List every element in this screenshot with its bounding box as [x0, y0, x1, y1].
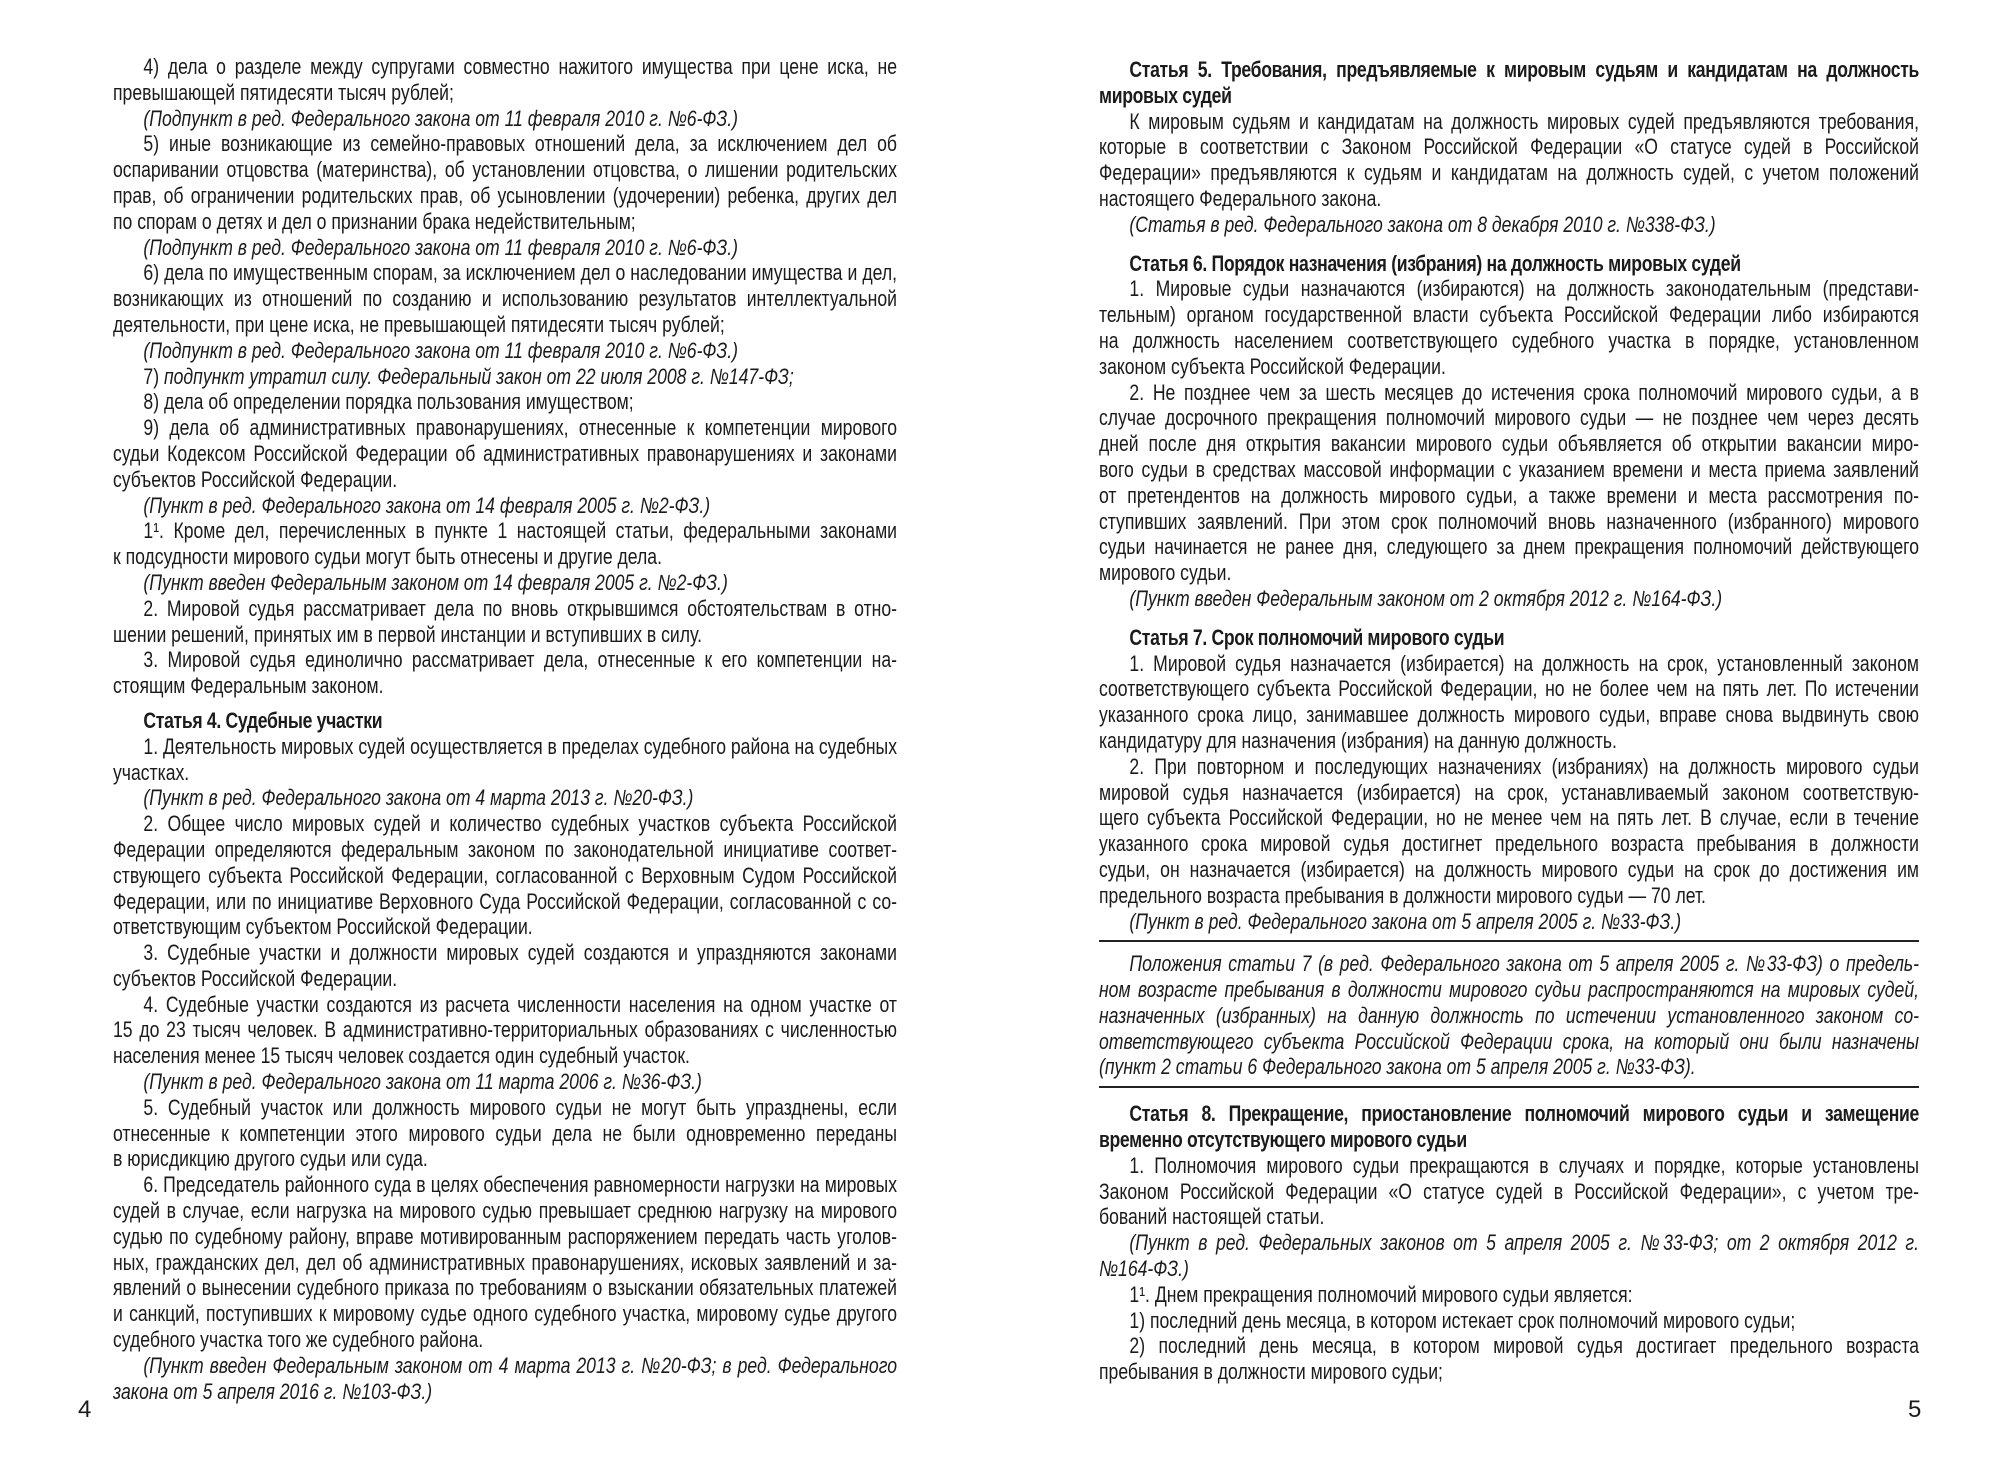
- paragraph: [1099, 109, 1919, 212]
- line-text: (Пункт в ред. Федеральных законов от 5 апреля 2005 г. №33-ФЗ; от 2 октября 2012 г.: [1129, 1230, 1919, 1256]
- line-text: 15 до 23 тысяч человек. В административно-территориальных образованиях с численностью: [113, 1017, 897, 1043]
- text-line: [113, 1172, 897, 1198]
- text-line: [113, 286, 897, 312]
- line-text: судебного участка того же судебного района.: [113, 1327, 484, 1353]
- text-line: [113, 760, 897, 786]
- text-line: [113, 415, 897, 441]
- line-text: 3. Судебные участки и должности мировых судей создаются и упраздняются законами: [143, 940, 897, 966]
- amendment-note: [1099, 586, 1919, 612]
- line-text: мировых судей: [1099, 82, 1232, 108]
- amendment-note: [113, 570, 897, 596]
- line-text: (Подпункт в ред. Федерального закона от 11 февраля 2010 г. №6-ФЗ.): [143, 234, 738, 260]
- line-text: 9) дела об административных правонарушениях, отнесенные к компетенции мирового: [143, 415, 897, 441]
- line-text: 2. При повторном и последующих назначениях (избраниях) на должность мирового судьи: [1129, 753, 1919, 779]
- text-line: [1099, 83, 1919, 109]
- line-text: Федерации» предъявляются к судьям и кандидатам на должность судей, с учетом положений: [1099, 160, 1919, 186]
- text-line: [1099, 431, 1919, 457]
- text-line: [1099, 1256, 1919, 1282]
- text-line: [113, 235, 897, 261]
- text-line: [113, 1069, 897, 1095]
- line-text: соответствующего субъекта Российской Федерации, но не более чем на пять лет. По истечении: [1099, 676, 1919, 702]
- line-text: судью по судебному району, вправе мотивированным распоряжением передать часть уголов-: [113, 1223, 897, 1249]
- text-line: [113, 1327, 897, 1353]
- text-line: [113, 1198, 897, 1224]
- text-line: [1099, 1359, 1919, 1385]
- paragraph: [113, 596, 897, 648]
- line-text: к подсудности мирового судьи могут быть отнесены и другие дела.: [113, 544, 662, 570]
- amendment-note: [113, 235, 897, 261]
- line-text: 4. Судебные участки создаются из расчета численности населения на одном участке от: [143, 991, 897, 1017]
- paragraph: [1099, 380, 1919, 586]
- line-text: тельным) органом государственной власти субъекта Российской Федерации либо избираются: [1099, 302, 1919, 328]
- line-text: ответствующего субъекта Российской Федерации срока, на который они были назначены: [1099, 1028, 1919, 1054]
- line-text: прав, об ограничении родительских прав, об усыновлении (удочерении) ребенка, других дел: [113, 182, 897, 208]
- line-text: Статья 8. Прекращение, приостановление полномочий мирового судьи и замещение: [1129, 1101, 1919, 1127]
- text-line: [1099, 109, 1919, 135]
- line-text: пребывания в должности мирового судьи;: [1099, 1359, 1443, 1385]
- line-text: отнесенные к компетенции этого мирового судьи дела не были одновременно переданы: [113, 1120, 897, 1146]
- text-line: [1099, 1179, 1919, 1205]
- text-line: [1099, 186, 1919, 212]
- line-text: ступивших заявлений. При этом срок полномочий вновь назначенного (избранного) мирового: [1099, 508, 1919, 534]
- paragraph: [113, 518, 897, 570]
- text-line: [1099, 134, 1919, 160]
- text-line: [1099, 676, 1919, 702]
- paragraph: [113, 1095, 897, 1172]
- line-text: 1) последний день месяца, в котором истекает срок полномочий мирового судьи;: [1129, 1307, 1796, 1333]
- text-line: [113, 708, 897, 734]
- line-text: 6. Председатель районного суда в целях обеспечения равномерности нагрузки на мировых: [143, 1172, 897, 1198]
- line-text: (Пункт введен Федеральным законом от 2 октября 2012 г. №164-ФЗ.): [1129, 585, 1723, 611]
- text-line: [1099, 857, 1919, 883]
- line-text: субъектов Российской Федерации.: [113, 466, 398, 492]
- text-line: [113, 914, 897, 940]
- text-line: [113, 1250, 897, 1276]
- paragraph: [1099, 1333, 1919, 1385]
- text-line: [113, 673, 897, 699]
- text-line: [113, 647, 897, 673]
- text-line: [113, 734, 897, 760]
- amendment-note: [1099, 212, 1919, 238]
- text-line: [113, 596, 897, 622]
- line-text: указанного срока лицо, занимавшее должность мирового судьи, вправе снова выдвинуть свою: [1099, 702, 1919, 728]
- line-text: законом субъекта Российской Федерации.: [1099, 353, 1446, 379]
- line-text: бований настоящей статьи.: [1099, 1204, 1325, 1230]
- paragraph: [113, 647, 897, 699]
- item-number: 7): [143, 363, 164, 389]
- line-text: возникающих из отношений по созданию и использованию результатов интеллектуальной: [113, 286, 897, 312]
- line-text: в юрисдикцию другого судьи или суда.: [113, 1146, 428, 1172]
- line-text: назначенных (избранных) на данную должность по истечении установленного законом со-: [1099, 1002, 1919, 1028]
- article-heading: [1099, 57, 1919, 109]
- line-text: ответствующим субъектом Российской Федерации.: [113, 914, 533, 940]
- text-line: [1099, 212, 1919, 238]
- text-line: [113, 570, 897, 596]
- text-line: [113, 260, 897, 286]
- line-text: судьи, он назначается (избирается) на должность мирового судьи на срок до достижения им: [1099, 856, 1919, 882]
- line-text: щего субъекта Российской Федерации, но не менее чем на пять лет. В случае, если в течение: [1099, 805, 1919, 831]
- line-text: дней после дня открытия вакансии мирового судьи объявляется об открытии вакансии миро-: [1099, 431, 1919, 457]
- paragraph: [113, 415, 897, 492]
- text-line: [1099, 1333, 1919, 1359]
- line-text: Статья 5. Требования, предъявляемые к мировым судьям и кандидатам на должность: [1129, 57, 1919, 82]
- text-line: [113, 544, 897, 570]
- line-text: Положения статьи 7 (в ред. Федерального закона от 5 апреля 2005 г. №33-ФЗ) о предель-: [1129, 951, 1919, 977]
- line-text: 1¹. Днем прекращения полномочий мирового судьи является:: [1129, 1281, 1633, 1307]
- line-text: настоящего Федерального закона.: [1099, 185, 1382, 211]
- paragraph: [1099, 1153, 1919, 1230]
- text-line: [113, 1301, 897, 1327]
- text-line: [1099, 57, 1919, 83]
- paragraph: [113, 1172, 897, 1353]
- text-line: [1099, 951, 1919, 977]
- line-text: шении решений, принятых им в первой инстанции и вступивших в силу.: [113, 621, 702, 647]
- text-line: [1099, 1308, 1919, 1334]
- line-text: и санкций, поступивших к мировому судье одного судебного участка, мировому судье другого: [113, 1301, 897, 1327]
- paragraph: [113, 811, 897, 940]
- text-line: [113, 1043, 897, 1069]
- paragraph: [113, 131, 897, 234]
- line-text: (пункт 2 статьи 6 Федерального закона от 5 апреля 2005 г. №33-ФЗ).: [1099, 1054, 1696, 1080]
- text-line: [1099, 328, 1919, 354]
- text-line: [1099, 354, 1919, 380]
- text-line: [113, 992, 897, 1018]
- right-page-text: [1099, 57, 1919, 1385]
- line-text: указанного срока мировой судья достигнет предельного возраста пребывания в должности: [1099, 831, 1919, 857]
- paragraph: [113, 260, 897, 337]
- text-line: [113, 811, 897, 837]
- page-number-left: 4: [78, 1396, 92, 1423]
- line-text: Федерации определяются федеральным законом по законодательной инициативе соответ-: [113, 836, 897, 862]
- line-text: деятельности, при цене иска, не превышающей пятидесяти тысяч рублей;: [113, 311, 725, 337]
- line-text: (Пункт в ред. Федерального закона от 11 марта 2006 г. №36-ФЗ.): [143, 1069, 702, 1095]
- line-text: 2. Мировой судья рассматривает дела по вновь открывшимся обстоятельствам в отно-: [143, 595, 897, 621]
- text-line: [1099, 1153, 1919, 1179]
- text-line: [113, 889, 897, 915]
- line-text: мирового судьи.: [1099, 560, 1232, 586]
- line-text: 1¹. Кроме дел, перечисленных в пункте 1 настоящей статьи, федеральными законами: [143, 518, 897, 544]
- text-line: [113, 209, 897, 235]
- line-text: Законом Российской Федерации «О статусе судей в Российской Федерации», с учетом тре-: [1099, 1178, 1919, 1204]
- line-text: населения менее 15 тысяч человек создается один судебный участок.: [113, 1043, 690, 1069]
- text-line: [1099, 160, 1919, 186]
- paragraph: [113, 54, 897, 106]
- text-line: [1099, 651, 1919, 677]
- text-line: [1099, 728, 1919, 754]
- text-line: [1099, 586, 1919, 612]
- text-line: [1099, 1127, 1919, 1153]
- paragraph: [1099, 1308, 1919, 1334]
- text-line: [113, 940, 897, 966]
- line-text: стоящим Федеральным законом.: [113, 673, 384, 699]
- line-text: которые в соответствии с Законом Российской Федерации «О статусе судей в Российской: [1099, 134, 1919, 160]
- text-line: [1099, 251, 1919, 277]
- text-line: [1099, 1054, 1919, 1080]
- paragraph: [113, 389, 897, 415]
- paragraph: [113, 992, 897, 1069]
- text-line: [1099, 805, 1919, 831]
- text-line: [1099, 909, 1919, 935]
- text-line: [113, 467, 897, 493]
- text-line: [113, 54, 897, 80]
- line-text: 1. Полномочия мирового судьи прекращаются в случаях и порядке, которые установлены: [1129, 1152, 1919, 1178]
- line-text: 1. Деятельность мировых судей осуществляется в пределах судебного района на судебных: [143, 733, 897, 759]
- line-text: (Подпункт в ред. Федерального закона от 11 февраля 2010 г. №6-ФЗ.): [143, 105, 738, 131]
- text-line: [113, 966, 897, 992]
- text-line: [113, 364, 897, 390]
- amendment-note: [113, 785, 897, 811]
- text-line: [1099, 831, 1919, 857]
- article-heading: [1099, 251, 1919, 277]
- text-line: [113, 837, 897, 863]
- text-line: [1099, 380, 1919, 406]
- text-line: [1099, 457, 1919, 483]
- line-text: субъектов Российской Федерации.: [113, 965, 398, 991]
- text-line: [113, 1379, 897, 1405]
- text-line: [1099, 1029, 1919, 1055]
- line-text: на должность населением соответствующего судебного участка в порядке, установленном: [1099, 327, 1919, 353]
- text-line: [1099, 1101, 1919, 1127]
- amendment-note: [113, 106, 897, 132]
- line-text: (Пункт введен Федеральным законом от 14 февраля 2005 г. №2-ФЗ.): [143, 569, 728, 595]
- text-line: [1099, 1204, 1919, 1230]
- line-text: 4) дела о разделе между супругами совместно нажитого имущества при цене иска, не: [143, 54, 897, 79]
- page-number-right: 5: [1908, 1396, 1922, 1423]
- line-text: Статья 4. Судебные участки: [143, 707, 383, 733]
- text-line: [1099, 405, 1919, 431]
- line-text: 2. Общее число мировых судей и количество судебных участков субъекта Российской: [143, 811, 897, 837]
- paragraph: [113, 364, 897, 390]
- text-line: [113, 493, 897, 519]
- text-line: [1099, 509, 1919, 535]
- amendment-note: [113, 493, 897, 519]
- paragraph: [1099, 1282, 1919, 1308]
- article-heading: [1099, 1101, 1919, 1153]
- paragraph: [113, 940, 897, 992]
- line-text: оспаривании отцовства (материнства), об установлении отцовства, о лишении родительских: [113, 157, 897, 183]
- line-text: ствующего субъекта Российской Федерации, согласованной с Верховным Судом Российской: [113, 862, 897, 888]
- text-line: [113, 518, 897, 544]
- line-text: участках.: [113, 759, 190, 785]
- text-line: [1099, 1003, 1919, 1029]
- line-text: 5) иные возникающие из семейно-правовых отношений дела, за исключением дел об: [143, 131, 897, 157]
- text-line: [1099, 883, 1919, 909]
- line-text: (Статья в ред. Федерального закона от 8 декабря 2010 г. №338-ФЗ.): [1129, 211, 1716, 237]
- line-text: 6) дела по имущественным спорам, за исключением дел о наследовании имущества и дел,: [143, 260, 897, 286]
- line-text: судей в случае, если нагрузка на мирового судью превышает среднюю нагрузку на мирового: [113, 1198, 897, 1224]
- amendment-note: [113, 1353, 897, 1405]
- text-line: [1099, 560, 1919, 586]
- line-text: кандидатуру для назначения (избрания) на данную должность.: [1099, 727, 1617, 753]
- paragraph: [113, 734, 897, 786]
- text-line: [1099, 1230, 1919, 1256]
- text-line: [1099, 754, 1919, 780]
- line-text: 1. Мировой судья назначается (избирается) на должность на срок, установленный законом: [1129, 650, 1919, 676]
- amendment-note: [113, 1069, 897, 1095]
- line-text: подпункт утратил силу. Федеральный закон от 22 июля 2008 г. №147-ФЗ;: [163, 363, 794, 389]
- line-text: судьи Кодексом Российской Федерации об административных правонарушениях и законами: [113, 440, 897, 466]
- text-line: [1099, 780, 1919, 806]
- line-text: (Пункт в ред. Федерального закона от 4 марта 2013 г. №20-ФЗ.): [143, 785, 694, 811]
- text-line: [113, 1275, 897, 1301]
- line-text: Статья 6. Порядок назначения (избрания) на должность мировых судей: [1129, 250, 1741, 276]
- line-text: 5. Судебный участок или должность мирового судьи не могут быть упразднены, если: [143, 1094, 897, 1120]
- line-text: 2) последний день месяца, в котором мировой судья достигает предельного возраста: [1129, 1333, 1919, 1359]
- paragraph: [1099, 651, 1919, 754]
- text-line: [113, 338, 897, 364]
- text-line: [113, 1017, 897, 1043]
- line-text: 1. Мировые судьи назначаются (избираются) на должность законодательным (представи-: [1129, 276, 1919, 302]
- article-heading: [113, 708, 897, 734]
- line-text: мировой судья назначается (избирается) на срок, устанавливаемый законом соответствую-: [1099, 779, 1919, 805]
- text-line: [113, 157, 897, 183]
- paragraph: [1099, 754, 1919, 909]
- line-text: (Подпункт в ред. Федерального закона от 11 февраля 2010 г. №6-ФЗ.): [143, 337, 738, 363]
- paragraph: [1099, 276, 1919, 379]
- line-text: по спорам о детях и дел о признании брака недействительным;: [113, 208, 636, 234]
- amendment-note: [1099, 1230, 1919, 1282]
- line-text: ных, гражданских дел, дел об административных правонарушениях, исковых заявлений и за-: [113, 1249, 897, 1275]
- text-line: [1099, 625, 1919, 651]
- line-text: предельного возраста пребывания в должности мирового судьи — 70 лет.: [1099, 882, 1706, 908]
- text-line: [113, 80, 897, 106]
- text-line: [113, 131, 897, 157]
- text-line: [113, 183, 897, 209]
- line-text: 2. Не позднее чем за шесть месяцев до истечения срока полномочий мирового судьи, а в: [1129, 379, 1919, 405]
- line-text: Статья 7. Срок полномочий мирового судьи: [1129, 624, 1505, 650]
- line-text: случае досрочного прекращения полномочий мирового судьи — не позднее чем через десять: [1099, 405, 1919, 431]
- line-text: (Пункт в ред. Федерального закона от 5 апреля 2005 г. №33-ФЗ.): [1129, 908, 1682, 934]
- line-text: 8) дела об определении порядка пользования имуществом;: [143, 389, 634, 415]
- text-line: [113, 785, 897, 811]
- text-line: [113, 863, 897, 889]
- line-text: ном возрасте пребывания в должности мирового судьи распространяются на мировых судей,: [1099, 977, 1919, 1003]
- text-line: [1099, 483, 1919, 509]
- line-text: судьи начинается не ранее дня, следующего за днем прекращения полномочий действующего: [1099, 534, 1919, 560]
- text-line: [1099, 702, 1919, 728]
- text-line: [113, 1353, 897, 1379]
- text-line: [113, 312, 897, 338]
- text-line: [113, 1121, 897, 1147]
- line-text: от претендентов на должность мирового судьи, а также времени и места рассмотрения по-: [1099, 482, 1919, 508]
- text-line: [113, 106, 897, 132]
- text-line: [1099, 276, 1919, 302]
- text-line: [1099, 1282, 1919, 1308]
- line-text: Федерации, или по инициативе Верховного Суда Российской Федерации, согласованной с со-: [113, 888, 897, 914]
- line-text: превышающей пятидесяти тысяч рублей;: [113, 79, 454, 105]
- text-line: [113, 389, 897, 415]
- amendment-note: [113, 338, 897, 364]
- line-text: вого судьи в средствах массовой информации с указанием времени и места приема заявлений: [1099, 456, 1919, 482]
- boxed-note: [1099, 951, 1919, 1080]
- line-text: (Пункт введен Федеральным законом от 4 марта 2013 г. №20-ФЗ; в ред. Федерального: [143, 1352, 897, 1378]
- line-text: 3. Мировой судья единолично рассматривает дела, отнесенные к его компетенции на-: [143, 647, 897, 673]
- line-text: временно отсутствующего мирового судьи: [1099, 1127, 1467, 1153]
- line-text: №164-ФЗ.): [1099, 1256, 1189, 1282]
- amendment-note: [1099, 909, 1919, 935]
- text-line: [113, 441, 897, 467]
- text-line: [1099, 302, 1919, 328]
- text-line: [1099, 534, 1919, 560]
- line-text: К мировым судьям и кандидатам на должность мировых судей предъявляются требования,: [1129, 108, 1919, 134]
- text-line: [1099, 977, 1919, 1003]
- text-line: [113, 1095, 897, 1121]
- divider: [1099, 940, 1919, 942]
- line-text: закона от 5 апреля 2016 г. №103-ФЗ.): [113, 1378, 433, 1404]
- article-heading: [1099, 625, 1919, 651]
- left-page-text: [113, 54, 897, 1404]
- text-line: [113, 1224, 897, 1250]
- text-line: [113, 622, 897, 648]
- line-text: явлений о вынесении судебного приказа по требованиям о взыскании обязательных платежей: [113, 1275, 897, 1301]
- line-text: (Пункт в ред. Федерального закона от 14 февраля 2005 г. №2-ФЗ.): [143, 492, 711, 518]
- divider: [1099, 1086, 1919, 1088]
- text-line: [113, 1146, 897, 1172]
